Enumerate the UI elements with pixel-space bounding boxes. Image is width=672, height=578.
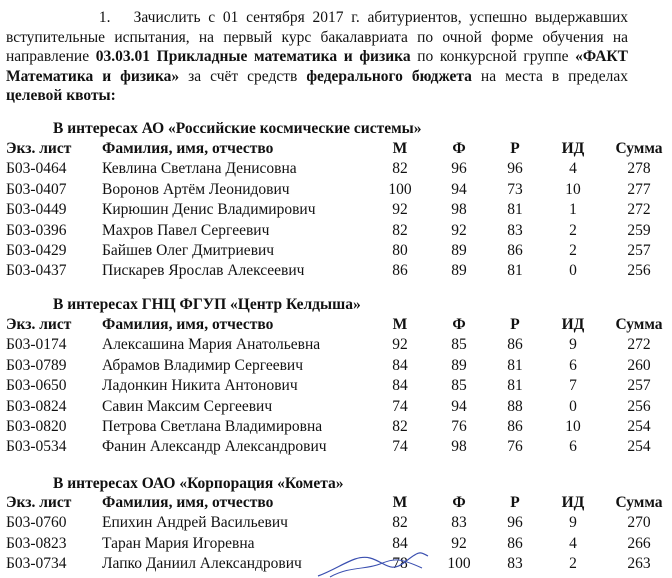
col-header-physics: Ф (452, 316, 466, 333)
intro-text-1: Зачислить с 01 сентября 2017 г. абитуриентов, успешно выдержавших вступительные испытания, на первый курс бакалавриата по очной форме обучения на направление (6, 9, 628, 65)
russian-score: 81 (507, 201, 523, 219)
exam-sheet-id: Б03-0429 (6, 242, 67, 260)
physics-score: 98 (451, 201, 467, 219)
math-score: 74 (392, 438, 408, 456)
exam-sheet-id: Б03-0820 (6, 418, 67, 436)
table-row (6, 180, 672, 200)
table-row (6, 261, 672, 281)
col-header-id: Экз. лист (6, 494, 72, 511)
competition-group: «ФАКТ Математика и физика» (6, 48, 629, 85)
funding-source: федерального бюджета (306, 67, 472, 85)
intro-colon: : (110, 87, 116, 104)
table-row (6, 417, 672, 437)
russian-score: 83 (507, 555, 523, 573)
russian-score: 81 (507, 356, 523, 374)
exam-sheet-id: Б03-0824 (6, 397, 67, 415)
exam-sheet-id: Б03-0437 (6, 262, 67, 280)
program-code: 03.03.01 Прикладные математика и физика (95, 48, 411, 65)
russian-score: 88 (507, 397, 523, 415)
exam-sheet-id: Б03-0734 (6, 555, 67, 573)
exam-sheet-id: Б03-0407 (6, 180, 67, 198)
col-header-name: Фамилия, имя, отчество (102, 494, 274, 511)
table-row (6, 159, 672, 179)
total-score: 263 (627, 555, 651, 573)
section-title-keldysh: В интересах ГНЦ ФГУП «Центр Келдыша» (53, 296, 361, 313)
physics-score: 94 (451, 180, 467, 198)
physics-score: 76 (451, 418, 467, 436)
achievements-score: 2 (569, 221, 577, 239)
total-score: 256 (627, 262, 651, 280)
order-paragraph (6, 8, 628, 106)
table-header-row (6, 139, 672, 159)
student-name: Таран Мария Игоревна (102, 534, 255, 552)
student-name: Фанин Александр Александрович (102, 438, 327, 456)
total-score: 272 (627, 201, 651, 219)
russian-score: 81 (507, 377, 523, 395)
physics-score: 92 (451, 534, 467, 552)
math-score: 82 (392, 221, 408, 239)
achievements-score: 9 (569, 514, 577, 532)
exam-sheet-id: Б03-0396 (6, 221, 67, 239)
table-row (6, 335, 672, 355)
student-name: Байшев Олег Дмитриевич (102, 242, 275, 260)
table-header-row (6, 315, 672, 335)
math-score: 84 (392, 356, 408, 374)
table-row (6, 376, 672, 396)
achievements-score: 4 (569, 534, 577, 552)
math-score: 78 (392, 555, 408, 573)
student-name: Алексашина Мария Анатольевна (102, 336, 321, 354)
achievements-score: 1 (569, 201, 577, 219)
physics-score: 89 (451, 242, 467, 260)
physics-score: 94 (451, 397, 467, 415)
col-header-sum: Сумма (615, 494, 663, 511)
exam-sheet-id: Б03-0650 (6, 377, 67, 395)
col-header-achievements: ИД (561, 494, 585, 511)
math-score: 84 (392, 534, 408, 552)
student-name: Лапко Даниил Александрович (102, 555, 302, 573)
total-score: 257 (627, 377, 651, 395)
table-row (6, 221, 672, 241)
exam-sheet-id: Б03-0174 (6, 336, 67, 354)
achievements-score: 2 (569, 242, 577, 260)
total-score: 256 (627, 397, 651, 415)
physics-score: 89 (451, 262, 467, 280)
math-score: 92 (392, 201, 408, 219)
exam-sheet-id: Б03-0789 (6, 356, 67, 374)
student-name: Воронов Артём Леонидович (102, 180, 290, 198)
total-score: 259 (627, 221, 651, 239)
col-header-sum: Сумма (615, 140, 663, 157)
col-header-achievements: ИД (561, 140, 585, 157)
achievements-score: 0 (569, 262, 577, 280)
student-name: Епихин Андрей Васильевич (102, 514, 288, 532)
col-header-russian: Р (510, 494, 520, 511)
physics-score: 96 (451, 160, 467, 178)
intro-text-3: за счёт средств (179, 67, 307, 85)
russian-score: 86 (507, 336, 523, 354)
table-row (6, 513, 672, 533)
physics-score: 83 (451, 514, 467, 532)
student-name: Кирюшин Денис Владимирович (102, 201, 316, 219)
total-score: 257 (627, 242, 651, 260)
exam-sheet-id: Б03-0449 (6, 201, 67, 219)
col-header-achievements: ИД (561, 316, 585, 333)
table-header-row (6, 493, 672, 513)
student-name: Ладонкин Никита Антонович (102, 377, 298, 395)
physics-score: 98 (451, 438, 467, 456)
col-header-id: Экз. лист (6, 316, 72, 333)
table-row (6, 356, 672, 376)
exam-sheet-id: Б03-0464 (6, 160, 67, 178)
math-score: 82 (392, 514, 408, 532)
col-header-physics: Ф (452, 494, 466, 511)
quota-type: целевой квоты (6, 87, 111, 104)
achievements-score: 6 (569, 438, 577, 456)
table-row (6, 397, 672, 417)
total-score: 270 (627, 514, 651, 532)
total-score: 272 (627, 336, 651, 354)
russian-score: 86 (507, 242, 523, 260)
table-row (6, 200, 672, 220)
achievements-score: 7 (569, 377, 577, 395)
student-name: Савин Максим Сергеевич (102, 397, 273, 415)
physics-score: 92 (451, 221, 467, 239)
total-score: 254 (627, 438, 651, 456)
col-header-russian: Р (510, 140, 520, 157)
achievements-score: 2 (569, 555, 577, 573)
table-rks (6, 139, 672, 282)
math-score: 84 (392, 377, 408, 395)
achievements-score: 4 (569, 160, 577, 178)
math-score: 74 (392, 397, 408, 415)
achievements-score: 10 (565, 418, 581, 436)
student-name: Пискарев Ярослав Алексеевич (102, 262, 305, 280)
col-header-math: М (392, 140, 408, 157)
table-row (6, 437, 672, 457)
russian-score: 96 (507, 514, 523, 532)
physics-score: 85 (451, 377, 467, 395)
col-header-name: Фамилия, имя, отчество (102, 316, 274, 333)
achievements-score: 6 (569, 356, 577, 374)
russian-score: 83 (507, 221, 523, 239)
exam-sheet-id: Б03-0534 (6, 438, 67, 456)
achievements-score: 9 (569, 336, 577, 354)
student-name: Петрова Светлана Владимировна (102, 418, 323, 436)
achievements-score: 10 (565, 180, 581, 198)
col-header-id: Экз. лист (6, 140, 72, 157)
col-header-physics: Ф (452, 140, 466, 157)
russian-score: 86 (507, 418, 523, 436)
section-title-kometa: В интересах ОАО «Корпорация «Комета» (53, 475, 344, 492)
math-score: 80 (392, 242, 408, 260)
student-name: Кевлина Светлана Денисовна (102, 160, 297, 178)
russian-score: 73 (507, 180, 523, 198)
physics-score: 89 (451, 356, 467, 374)
col-header-name: Фамилия, имя, отчество (102, 140, 274, 157)
col-header-sum: Сумма (615, 316, 663, 333)
intro-text-2: по конкурсной группе (410, 48, 576, 65)
russian-score: 81 (507, 262, 523, 280)
paragraph-number: 1. (98, 9, 111, 26)
math-score: 92 (392, 336, 408, 354)
russian-score: 76 (507, 438, 523, 456)
physics-score: 85 (451, 336, 467, 354)
col-header-math: М (392, 316, 408, 333)
math-score: 82 (392, 160, 408, 178)
section-title-rks: В интересах АО «Российские космические системы» (53, 120, 422, 137)
table-keldysh (6, 315, 672, 458)
signature-mark (310, 548, 430, 578)
student-name: Абрамов Владимир Сергеевич (102, 356, 304, 374)
russian-score: 86 (507, 534, 523, 552)
total-score: 278 (627, 160, 651, 178)
total-score: 266 (627, 534, 651, 552)
col-header-russian: Р (510, 316, 520, 333)
math-score: 86 (392, 262, 408, 280)
table-row (6, 241, 672, 261)
math-score: 82 (392, 418, 408, 436)
achievements-score: 0 (569, 397, 577, 415)
total-score: 260 (627, 356, 651, 374)
physics-score: 100 (447, 555, 471, 573)
russian-score: 96 (507, 160, 523, 178)
exam-sheet-id: Б03-0760 (6, 514, 67, 532)
math-score: 100 (388, 180, 412, 198)
intro-text-4: на места в пределах (471, 67, 628, 85)
total-score: 277 (627, 180, 651, 198)
exam-sheet-id: Б03-0823 (6, 534, 67, 552)
total-score: 254 (627, 418, 651, 436)
student-name: Махров Павел Сергеевич (102, 221, 270, 239)
col-header-math: М (392, 494, 408, 511)
